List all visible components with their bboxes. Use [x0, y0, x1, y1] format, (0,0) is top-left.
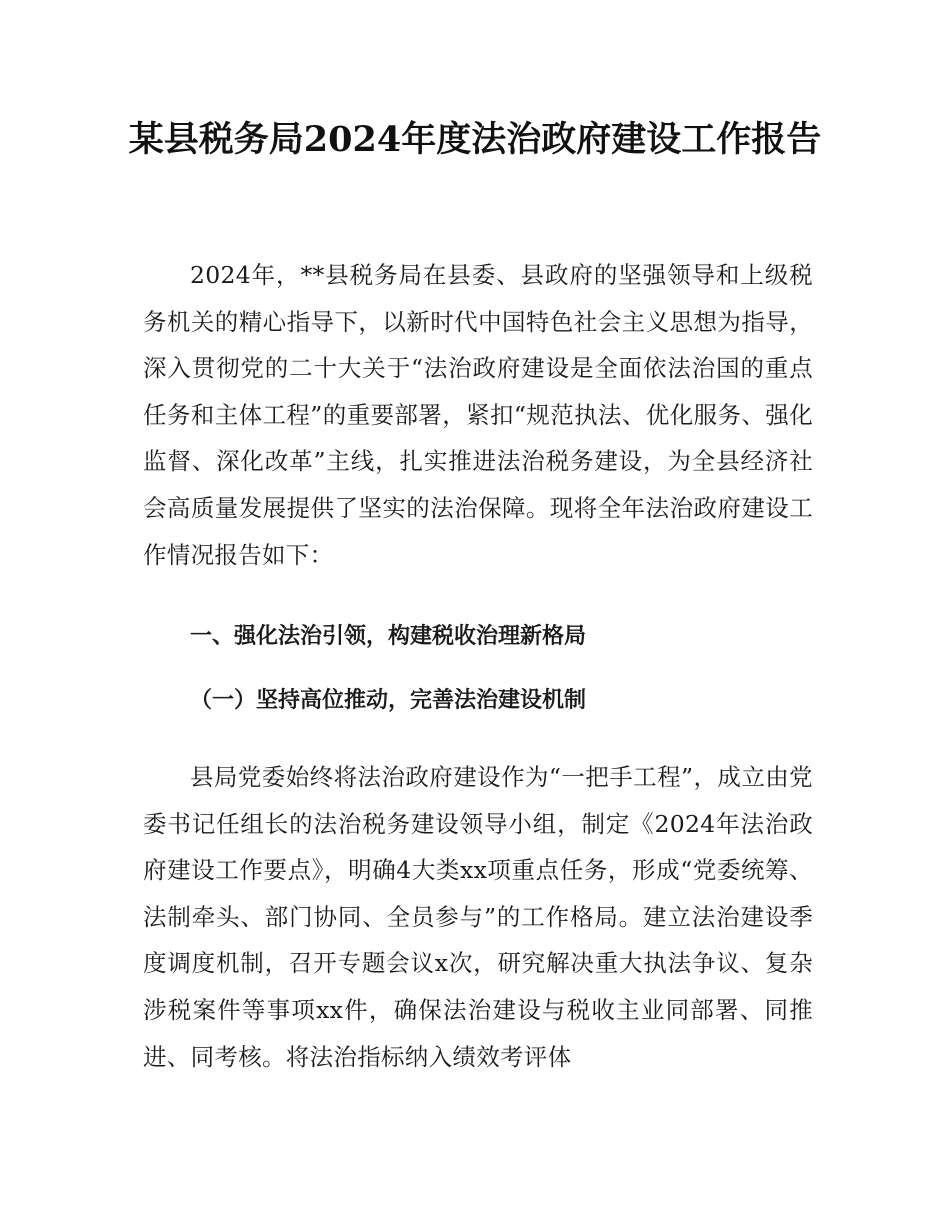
body-paragraph: 县局党委始终将法治政府建设作为“一把手工程”，成立由党委书记任组长的法治税务建设领导小组，制定《2024年法治政府建设工作要点》，明确4大类xx项重点任务，形成“党委统筹、法制牵头、部门协同、全员参与”的工作格局。建立法治建设季度调度机制，召开专题会议x次，研究解决重大执法争议、复杂涉税案件等事项xx件，确保法治建设与税收主业同部署、同推进、同考核。将法治指标纳入绩效考评体: [143, 763, 813, 1071]
intro-paragraph: 2024年，**县税务局在县委、县政府的坚强领导和上级税务机关的精心指导下，以新时代中国特色社会主义思想为指导，深入贯彻党的二十大关于“法治政府建设是全面依法治国的重点任务和主体工程”的重要部署，紧扣“规范执法、优化服务、强化监督、深化改革”主线，扎实推进法治税务建设，为全县经济社会高质量发展提供了坚实的法治保障。现将全年法治政府建设工作情况报告如下：: [143, 261, 813, 569]
subsection-heading: （一）坚持高位推动，完善法治建设机制: [190, 688, 587, 713]
section-heading: 一、强化法治引领，构建税收治理新格局: [190, 624, 587, 649]
document-title: 某县税务局2024年度法治政府建设工作报告: [128, 119, 822, 160]
